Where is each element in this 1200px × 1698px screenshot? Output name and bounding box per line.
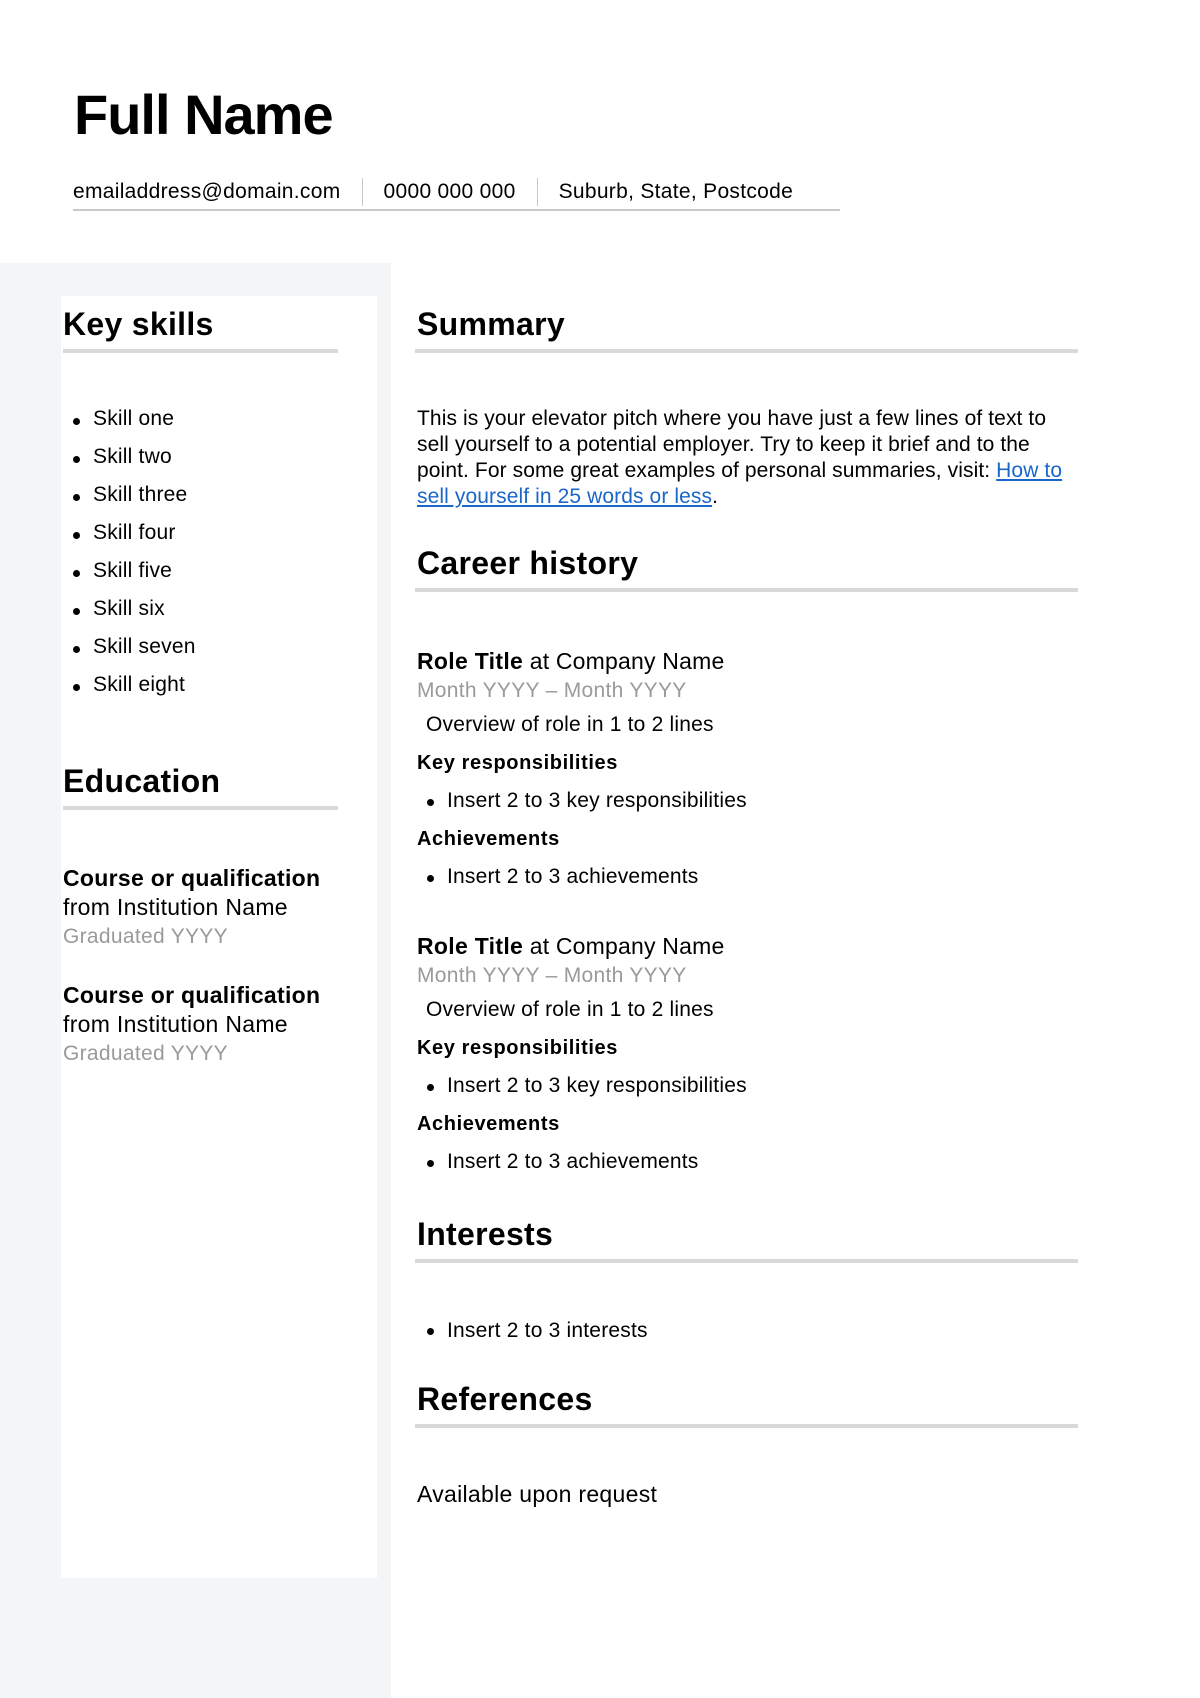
job-dates: Month YYYY – Month YYYY <box>417 964 687 987</box>
interests-heading: Interests <box>417 1216 554 1252</box>
skill-item: Skill five <box>63 556 196 594</box>
contact-divider <box>362 178 363 206</box>
education-heading: Education <box>63 763 221 799</box>
role-title: Role Title <box>417 933 524 959</box>
career-history-heading: Career history <box>417 545 639 581</box>
skill-item: Skill one <box>63 404 196 442</box>
institution-name: from Institution Name <box>63 894 288 920</box>
summary-heading: Summary <box>417 306 565 342</box>
graduation-year: Graduated YYYY <box>63 1042 228 1065</box>
contact-divider <box>537 178 538 206</box>
responsibilities-list <box>417 782 1077 820</box>
role-overview: Overview of role in 1 to 2 lines <box>426 998 714 1021</box>
company-name: at Company Name <box>523 648 725 674</box>
achievements-list <box>417 1143 1077 1181</box>
references-rule <box>415 1424 1078 1428</box>
responsibility-item: Insert 2 to 3 key responsibilities <box>417 782 1077 820</box>
skill-item: Skill four <box>63 518 196 556</box>
role-title: Role Title <box>417 648 524 674</box>
skill-item: Skill seven <box>63 632 196 670</box>
job-title <box>417 931 1077 961</box>
skill-item: Skill three <box>63 480 196 518</box>
summary-body: This is your elevator pitch where you have just a few lines of text to sell yourself to a potential employer. Try to keep it brief and to the point. For some great examples of personal summaries, visit: <box>417 407 1047 482</box>
location: Suburb, State, Postcode <box>558 180 794 203</box>
job-entry <box>417 931 1077 1181</box>
contact-bar <box>73 178 840 211</box>
achievements-label: Achievements <box>417 828 560 850</box>
interests-list <box>417 1314 648 1348</box>
achievements-list <box>417 858 1077 896</box>
company-name: at Company Name <box>523 933 725 959</box>
job-title <box>417 646 1077 676</box>
key-skills-heading: Key skills <box>63 306 214 342</box>
job-dates: Month YYYY – Month YYYY <box>417 679 687 702</box>
summary-end: . <box>712 485 719 508</box>
references-heading: References <box>417 1381 593 1417</box>
skills-list <box>63 404 196 708</box>
achievement-item: Insert 2 to 3 achievements <box>417 858 1077 896</box>
role-overview: Overview of role in 1 to 2 lines <box>426 713 714 736</box>
summary-rule <box>415 349 1078 353</box>
achievement-item: Insert 2 to 3 achievements <box>417 1143 1077 1181</box>
course-title: Course or qualification <box>63 982 321 1008</box>
achievements-label: Achievements <box>417 1113 560 1135</box>
education-entry <box>63 981 383 1069</box>
responsibilities-list <box>417 1067 1077 1105</box>
career-history-rule <box>415 588 1078 592</box>
responsibilities-label: Key responsibilities <box>417 752 618 774</box>
phone-number: 0000 000 000 <box>383 180 516 203</box>
key-skills-rule <box>63 349 338 353</box>
references-text: Available upon request <box>417 1481 658 1507</box>
summary-text <box>417 406 1077 510</box>
institution-name: from Institution Name <box>63 1011 288 1037</box>
course-title: Course or qualification <box>63 865 321 891</box>
education-rule <box>63 806 338 810</box>
graduation-year: Graduated YYYY <box>63 925 228 948</box>
responsibility-item: Insert 2 to 3 key responsibilities <box>417 1067 1077 1105</box>
summary-link[interactable]: How to sell yourself in 25 words or less <box>417 459 1063 508</box>
responsibilities-label: Key responsibilities <box>417 1037 618 1059</box>
skill-item: Skill six <box>63 594 196 632</box>
interest-item: Insert 2 to 3 interests <box>417 1314 648 1348</box>
skill-item: Skill two <box>63 442 196 480</box>
job-entry <box>417 646 1077 896</box>
skill-item: Skill eight <box>63 670 196 708</box>
email-address: emailaddress@domain.com <box>73 180 341 203</box>
education-entry <box>63 864 383 952</box>
interests-rule <box>415 1259 1078 1263</box>
full-name: Full Name <box>74 83 333 146</box>
